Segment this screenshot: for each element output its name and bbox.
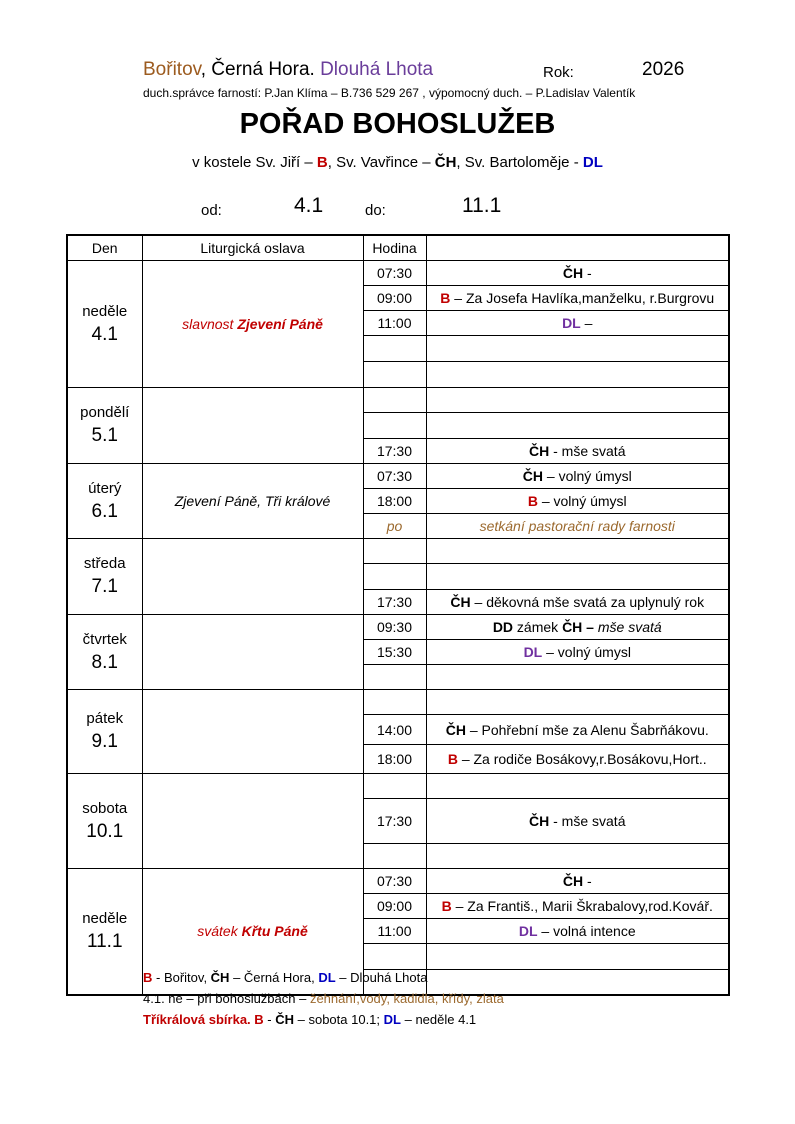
liturgy-cell: [142, 539, 363, 615]
intention-cell: [426, 336, 729, 362]
day-name: sobota: [82, 799, 128, 817]
from-value: 4.1: [294, 194, 324, 217]
intention-cell: [426, 489, 729, 514]
hour-cell: [363, 413, 426, 439]
parish-code: B: [527, 493, 538, 509]
intention-text: – volný úmysl: [537, 493, 627, 509]
day-date: 10.1: [86, 820, 124, 842]
day-date: 6.1: [91, 500, 118, 522]
separator: ,: [200, 59, 207, 80]
day-name: neděle: [82, 909, 128, 927]
intention-cell: [426, 362, 729, 388]
hour-cell: 11:00: [363, 311, 426, 336]
intention-text: - mše svatá: [549, 813, 626, 829]
hour-cell: 11:00: [363, 919, 426, 944]
legend-text: – Černá Hora,: [229, 970, 319, 985]
day-date: 5.1: [91, 425, 118, 446]
intention-cell: [426, 869, 729, 894]
column-header-hour: Hodina: [363, 235, 426, 261]
table-row: [67, 615, 729, 640]
intention-cell: [426, 464, 729, 489]
column-header-day: Den: [67, 235, 142, 261]
note-text: – neděle 4.1: [400, 1012, 477, 1027]
intention-text: –: [582, 619, 598, 635]
hour-cell: [363, 690, 426, 715]
hour-cell: [363, 944, 426, 970]
intention-text: – Pohřební mše za Alenu Šabrňákovu.: [465, 721, 709, 738]
day-cell: [67, 539, 142, 615]
parish-code: ČH: [562, 619, 583, 635]
day-name: úterý: [88, 479, 122, 497]
parish-code: B: [447, 751, 458, 767]
note-text: 4.1. ne – při bohoslužbách –: [143, 991, 310, 1006]
legend-text: – Dlouhá Lhota: [335, 970, 428, 985]
parish-code: B: [441, 898, 452, 914]
hour-cell: [363, 564, 426, 590]
liturgy-cell: [142, 615, 363, 690]
to-value: 11.1: [462, 194, 502, 217]
collection-note: [143, 1012, 476, 1027]
day-cell: [67, 869, 142, 995]
hour-cell: 18:00: [363, 489, 426, 514]
day-name: čtvrtek: [82, 630, 127, 648]
intention-text: – Za rodiče Bosákovy,r.Bosákovu,Hort..: [457, 751, 707, 767]
hour-cell: 09:30: [363, 615, 426, 640]
table-row: [67, 261, 729, 286]
intention-text: -: [583, 265, 592, 281]
year-label: Rok:: [543, 64, 574, 81]
intention-cell: [426, 286, 729, 311]
intention-text: – volný úmysl: [543, 468, 632, 484]
intention-cell: [426, 715, 729, 745]
day-name: pátek: [86, 710, 124, 727]
intention-cell: [426, 439, 729, 464]
place-dlouha-lhota: Dlouhá Lhota: [320, 59, 434, 80]
intention-text: – Za Františ., Marii Škrabalovy,rod.Kovář.: [451, 898, 713, 914]
table-row: [67, 690, 729, 715]
hour-cell: [363, 388, 426, 413]
from-label: od:: [201, 202, 222, 219]
intention-text: – volný úmysl: [542, 644, 631, 660]
intention-text: setkání pastorační rady farnosti: [479, 518, 675, 534]
column-header-liturgy: Liturgická oslava: [142, 235, 363, 261]
intention-text: –: [580, 315, 593, 331]
hour-cell: 17:30: [363, 590, 426, 615]
parish-code: DL: [518, 923, 538, 939]
table-row: [67, 464, 729, 489]
hour-cell: 17:30: [363, 799, 426, 844]
liturgy-feast: Zjevení Páně: [237, 316, 323, 332]
liturgy-cell: [142, 464, 363, 539]
place-cerna-hora: Černá Hora.: [211, 59, 315, 80]
parish-code: DL: [523, 644, 543, 660]
subtitle-code-dl: DL: [582, 154, 603, 171]
note-code-dl: DL: [383, 1012, 401, 1027]
intention-cell: [426, 261, 729, 286]
intention-cell: [426, 514, 729, 539]
intention-cell: [426, 539, 729, 564]
collection-title: Tříkrálová sbírka. B: [143, 1012, 264, 1027]
place-boritov: Bořitov: [143, 59, 201, 80]
subtitle-code-ch: ČH: [434, 154, 457, 171]
intention-cell: [426, 640, 729, 665]
liturgy-cell: [142, 388, 363, 464]
day-name: středa: [83, 555, 126, 572]
parish-code: DL: [562, 315, 581, 331]
intention-cell: [426, 919, 729, 944]
legend-code-dl: DL: [318, 970, 336, 985]
clergy-info: duch.správce farností: P.Jan Klíma – B.736 529 267 , výpomocný duch. – P.Ladislav Valentík: [143, 86, 636, 100]
schedule-table: [66, 234, 730, 996]
hour-cell: 15:30: [363, 640, 426, 665]
year-value: 2026: [642, 59, 685, 80]
parish-code: ČH: [450, 594, 471, 610]
parish-code: ČH: [562, 265, 584, 281]
hour-cell: [363, 844, 426, 869]
parish-code: ČH: [562, 873, 584, 889]
to-label: do:: [365, 202, 386, 219]
legend-code-ch: ČH: [210, 970, 230, 985]
legend-text: - Bořitov,: [152, 970, 211, 985]
hour-cell: [363, 362, 426, 388]
hour-cell: 09:00: [363, 286, 426, 311]
day-cell: [67, 388, 142, 464]
intention-cell: [426, 799, 729, 844]
liturgy-text: svátek: [197, 923, 242, 940]
intention-cell: [426, 615, 729, 640]
hour-cell: po: [363, 514, 426, 539]
intention-text: zámek: [513, 619, 563, 635]
intention-cell: [426, 894, 729, 919]
intention-text: – volná intence: [537, 923, 636, 939]
hour-cell: [363, 774, 426, 799]
intention-cell: [426, 388, 729, 413]
liturgy-cell: [142, 261, 363, 388]
intention-text: – Za Josefa Havlíka,manželku, r.Burgrovu: [450, 290, 715, 306]
table-row: [67, 869, 729, 894]
subtitle-text: v kostele Sv. Jiří –: [192, 154, 313, 171]
subtitle-code-b: B: [316, 154, 328, 171]
day-cell: [67, 774, 142, 869]
parish-code: ČH: [522, 468, 544, 484]
intention-cell: [426, 944, 729, 970]
day-date: 4.1: [91, 323, 118, 345]
parish-list: [143, 59, 433, 81]
day-name: neděle: [82, 302, 128, 320]
day-date: 9.1: [91, 731, 118, 752]
hour-cell: 14:00: [363, 715, 426, 745]
day-date: 7.1: [91, 576, 118, 597]
hour-cell: 18:00: [363, 745, 426, 774]
day-cell: [67, 615, 142, 690]
column-header-intention: [426, 235, 729, 261]
note-text: – sobota 10.1;: [294, 1012, 384, 1027]
note-blessing-items: žehnání,vody, kadidla, křídy, zlata: [309, 991, 504, 1006]
intention-text: – děkovná mše svatá za uplynulý rok: [470, 594, 705, 610]
parish-code: ČH: [529, 443, 550, 459]
parish-code: DD: [492, 619, 514, 635]
intention-cell: [426, 590, 729, 615]
hour-cell: 17:30: [363, 439, 426, 464]
liturgy-text: Zjevení Páně, Tři králové: [174, 493, 331, 509]
hour-cell: 07:30: [363, 261, 426, 286]
liturgy-feast: Křtu Páně: [241, 923, 308, 940]
day-date: 11.1: [86, 930, 123, 952]
intention-text: -: [583, 873, 592, 889]
table-row: [67, 539, 729, 564]
parish-code: ČH: [529, 813, 550, 829]
hour-cell: [363, 665, 426, 690]
parish-code: ČH: [445, 721, 466, 738]
intention-cell: [426, 564, 729, 590]
intention-cell: [426, 844, 729, 869]
legend-code-b: B: [143, 970, 153, 985]
day-cell: [67, 261, 142, 388]
parish-code: B: [440, 290, 451, 306]
intention-cell: [426, 690, 729, 715]
note-code-ch: ČH: [275, 1012, 295, 1027]
subtitle: [0, 154, 795, 171]
intention-text: mše svatá: [597, 619, 662, 635]
intention-cell: [426, 311, 729, 336]
intention-text: - mše svatá: [549, 443, 626, 459]
liturgy-text: slavnost: [182, 316, 238, 332]
hour-cell: 07:30: [363, 464, 426, 489]
intention-cell: [426, 745, 729, 774]
page-title: POŘAD BOHOSLUŽEB: [239, 108, 556, 140]
intention-cell: [426, 774, 729, 799]
intention-cell: [426, 665, 729, 690]
hour-cell: [363, 336, 426, 362]
liturgy-cell: [142, 774, 363, 869]
day-cell: [67, 690, 142, 774]
table-row: [67, 388, 729, 413]
blessing-note: [143, 991, 504, 1006]
liturgy-cell: [142, 690, 363, 774]
table-row: [67, 774, 729, 799]
day-cell: [67, 464, 142, 539]
note-text: -: [263, 1012, 276, 1027]
hour-cell: [363, 539, 426, 564]
subtitle-text: , Sv. Bartoloměje -: [456, 154, 579, 171]
intention-cell: [426, 413, 729, 439]
hour-cell: 09:00: [363, 894, 426, 919]
legend-line: [143, 970, 427, 985]
day-date: 8.1: [91, 651, 118, 673]
hour-cell: 07:30: [363, 869, 426, 894]
subtitle-text: , Sv. Vavřince –: [327, 154, 431, 171]
day-name: pondělí: [80, 404, 130, 421]
